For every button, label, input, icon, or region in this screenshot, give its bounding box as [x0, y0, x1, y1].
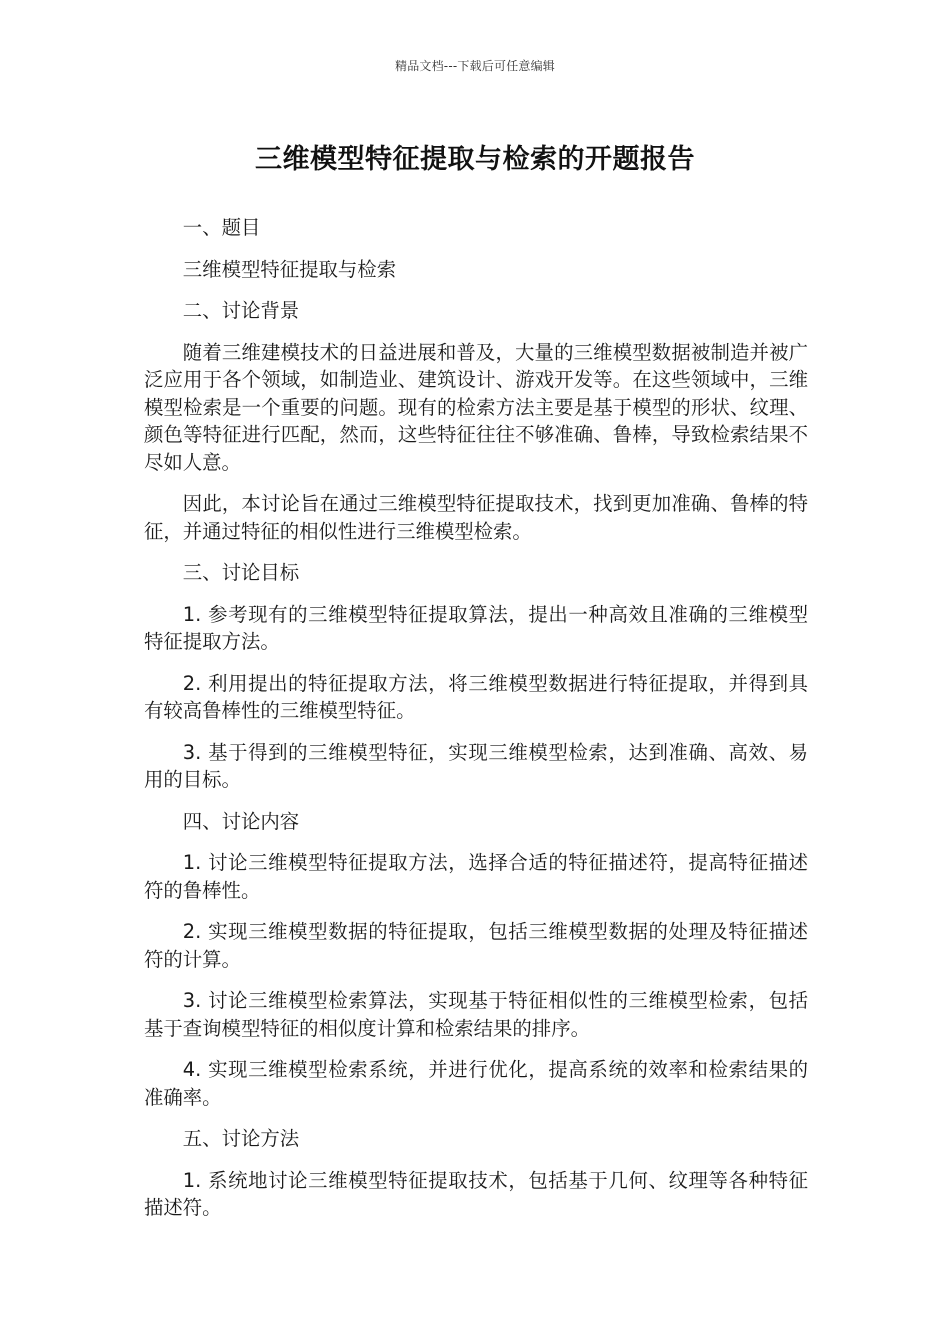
- document-title: 三维模型特征提取与检索的开题报告: [255, 144, 695, 175]
- goal-item-2: 2. 利用提出的特征提取方法，将三维模型数据进行特征提取，并得到具有较高鲁棒性的三维模型特征。: [144, 671, 808, 722]
- header-note: 精品文档---下载后可任意编辑: [395, 59, 555, 73]
- content-item-3: 3. 讨论三维模型检索算法，实现基于特征相似性的三维模型检索，包括基于查询模型特征的相似度计算和检索结果的排序。: [144, 989, 808, 1040]
- section-heading-topic: 一、题目: [182, 216, 261, 239]
- topic-text: 三维模型特征提取与检索: [182, 257, 397, 281]
- section-heading-methods: 五、讨论方法: [182, 1127, 300, 1150]
- section-heading-content: 四、讨论内容: [182, 809, 300, 833]
- section-heading-background: 二、讨论背景: [182, 299, 300, 322]
- background-paragraph-2: 因此，本讨论旨在通过三维模型特征提取技术，找到更加准确、鲁棒的特征，并通过特征的相似性进行三维模型检索。: [144, 492, 808, 543]
- document-body: [144, 214, 808, 1236]
- goal-item-1: 1. 参考现有的三维模型特征提取算法，提出一种高效且准确的三维模型特征提取方法。: [144, 602, 808, 653]
- content-item-4: 4. 实现三维模型检索系统，并进行优化，提高系统的效率和检索结果的准确率。: [144, 1058, 808, 1109]
- content-item-2: 2. 实现三维模型数据的特征提取，包括三维模型数据的处理及特征描述符的计算。: [144, 920, 808, 971]
- background-paragraph-1: 随着三维建模技术的日益进展和普及，大量的三维模型数据被制造并被广泛应用于各个领域，如制造业、建筑设计、游戏开发等。在这些领域中，三维模型检索是一个重要的问题。现有的检索方法主要是基于模型的形状、纹理、颜色等特征进行匹配，然而，这些特征往往不够准确、鲁棒，导致检索结果不尽如人意。: [144, 340, 808, 474]
- method-item-1: 1. 系统地讨论三维模型特征提取技术，包括基于几何、纹理等各种特征描述符。: [144, 1168, 808, 1219]
- goal-item-3: 3. 基于得到的三维模型特征，实现三维模型检索，达到准确、高效、易用的目标。: [144, 740, 808, 791]
- content-item-1: 1. 讨论三维模型特征提取方法，选择合适的特征描述符，提高特征描述符的鲁棒性。: [144, 851, 808, 902]
- section-heading-goals: 三、讨论目标: [182, 561, 300, 584]
